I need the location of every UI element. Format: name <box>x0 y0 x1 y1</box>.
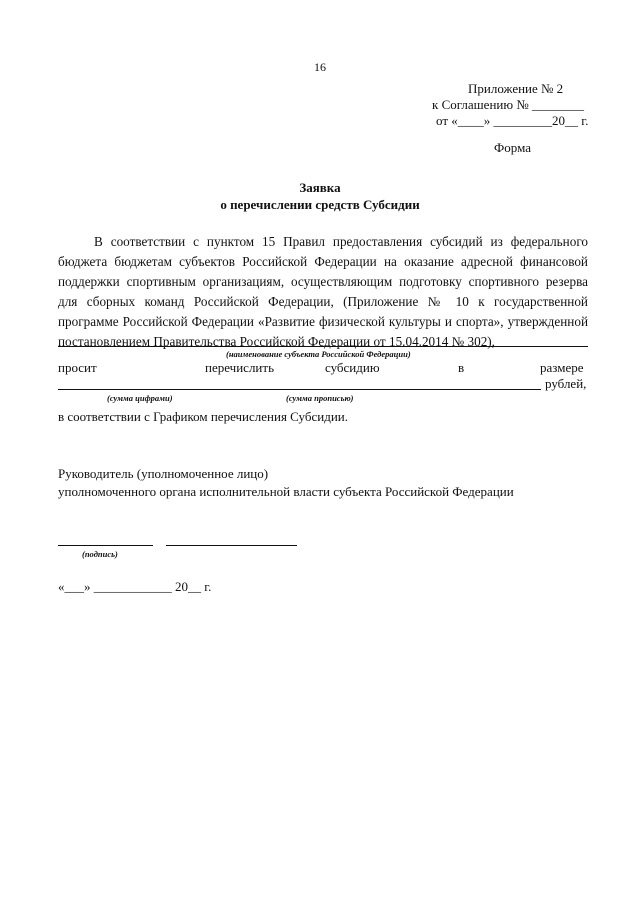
sum-words-caption: (сумма прописью) <box>286 393 354 403</box>
sum-digits-caption: (сумма цифрами) <box>107 393 173 403</box>
body-paragraph: В соответствии с пунктом 15 Правил предоставления субсидий из федерального бюджета бюджетам субъектов Российской Федерации на оказание адресной финансовой поддержки спортивным организациям, осуществляющим подготовку спортивного резерва для сборных команд Российской Федерации, (Приложение № 10 к государственной программе Российской Федерации «Развитие физической культуры и спорта», утвержденной постановлением Правительства Российской Федерации от 15.04.2014 № 302), <box>58 234 588 349</box>
form-label: Форма <box>494 140 531 155</box>
appendix-date: от «____» _________20__ г. <box>436 113 589 128</box>
request-word-5: размере <box>540 360 584 375</box>
request-word-1: просит <box>58 360 97 375</box>
rubles-label: рублей, <box>545 376 587 391</box>
request-word-2: перечислить <box>205 360 274 375</box>
signatory-title: Руководитель (уполномоченное лицо) <box>58 466 269 481</box>
signatory-organ: уполномоченного органа исполнительной власти субъекта Российской Федерации <box>58 484 514 499</box>
appendix-agreement-number: к Соглашению № ________ <box>432 97 584 112</box>
appendix-title: Приложение № 2 <box>468 81 564 96</box>
signature-caption: (подпись) <box>82 549 118 559</box>
sum-line <box>58 389 541 390</box>
name-line <box>166 545 297 546</box>
request-word-4: в <box>458 360 465 375</box>
subject-name-line <box>58 346 588 347</box>
subject-name-caption: (наименование субъекта Российской Федерации) <box>226 349 411 359</box>
request-word-3: субсидию <box>325 360 380 375</box>
page-number: 16 <box>314 60 326 74</box>
signature-line <box>58 545 153 546</box>
date-line: «___» ____________ 20__ г. <box>58 579 212 594</box>
document-subtitle: о перечислении средств Субсидии <box>220 197 420 212</box>
document-title: Заявка <box>299 180 341 195</box>
schedule-line: в соответствии с Графиком перечисления Субсидии. <box>58 409 348 424</box>
